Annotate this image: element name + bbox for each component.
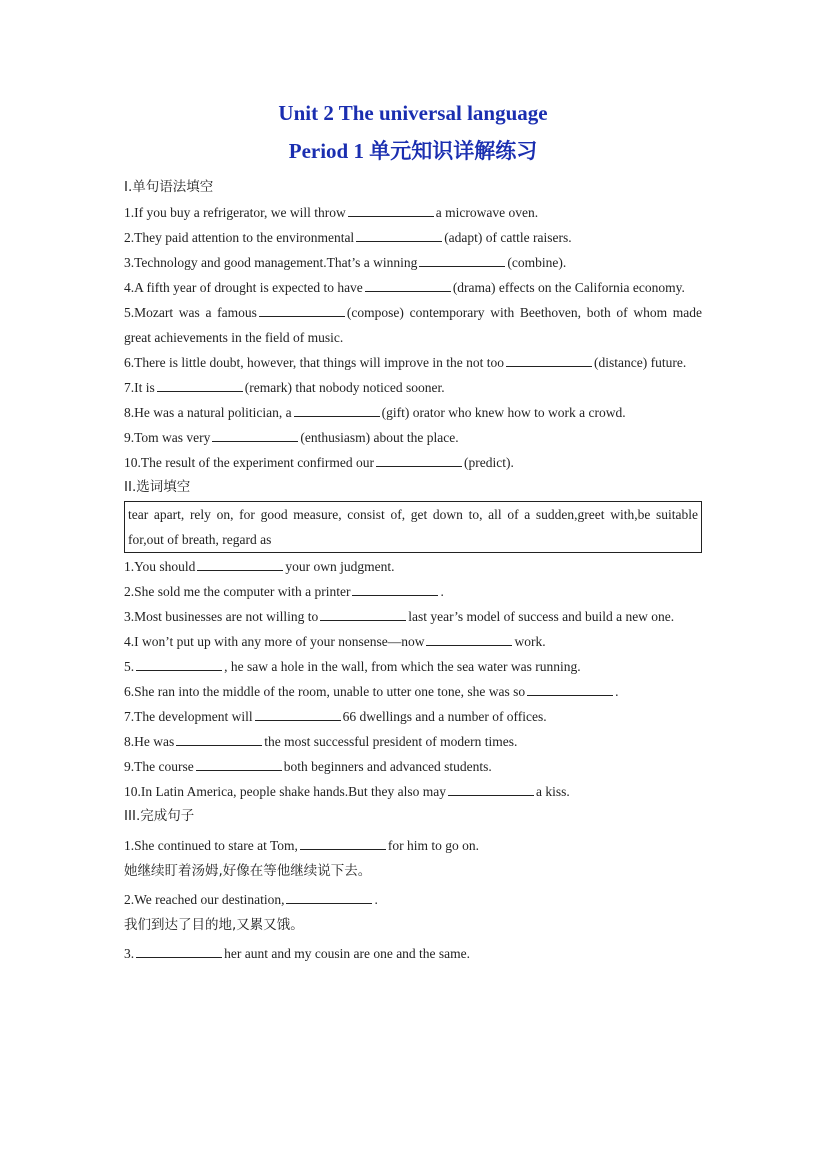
exercise-line: 7.It is (remark) that nobody noticed sooner. [124, 375, 702, 400]
word-bank-box: tear apart, rely on, for good measure, consist of, get down to, all of a sudden,greet with,be suitable for,out of breath, regard as [124, 501, 702, 553]
exercise-line: 9.The course both beginners and advanced students. [124, 754, 702, 779]
exercise-line: 6.There is little doubt, however, that things will improve in the not too (distance) future. [124, 350, 702, 375]
answer-blank[interactable] [352, 580, 438, 596]
answer-blank[interactable] [259, 301, 345, 317]
exercise-line: 6.She ran into the middle of the room, unable to utter one tone, she was so . [124, 679, 702, 704]
section-heading-3: III.完成句子 [124, 808, 195, 824]
answer-blank[interactable] [212, 426, 298, 442]
section-heading-2: II.选词填空 [124, 479, 191, 495]
document-page [124, 96, 702, 966]
answer-blank[interactable] [157, 376, 243, 392]
answer-blank[interactable] [448, 780, 534, 796]
exercise-line: 1.If you buy a refrigerator, we will throw a microwave oven. [124, 200, 702, 225]
answer-blank[interactable] [506, 351, 592, 367]
exercise-line: 7.The development will 66 dwellings and a number of offices. [124, 704, 702, 729]
exercise-line: 5. , he saw a hole in the wall, from which the sea water was running. [124, 654, 702, 679]
answer-blank[interactable] [376, 451, 462, 467]
answer-blank[interactable] [176, 730, 262, 746]
answer-blank[interactable] [136, 942, 222, 958]
exercise-line: 8.He was the most successful president of modern times. [124, 729, 702, 754]
section-heading-1: I.单句语法填空 [124, 179, 214, 195]
exercise-line: 4.A fifth year of drought is expected to have (drama) effects on the California economy. [124, 275, 702, 300]
exercise-line: 1.You should your own judgment. [124, 554, 702, 579]
exercise-line: 3.Most businesses are not willing to last year’s model of success and build a new one. [124, 604, 702, 629]
exercise-line: 9.Tom was very (enthusiasm) about the place. [124, 425, 702, 450]
answer-blank[interactable] [426, 630, 512, 646]
answer-blank[interactable] [286, 888, 372, 904]
exercise-line: 4.I won’t put up with any more of your nonsense—now work. [124, 629, 702, 654]
exercise-line: 10.The result of the experiment confirmed our (predict). [124, 450, 702, 475]
exercise-line: 5.Mozart was a famous (compose) contemporary with Beethoven, both of whom made great achievements in the field of music. [124, 300, 702, 350]
answer-blank[interactable] [365, 276, 451, 292]
exercise-line: 2.She sold me the computer with a printer . [124, 579, 702, 604]
answer-blank[interactable] [527, 680, 613, 696]
chinese-translation: 我们到达了目的地,又累又饿。 [124, 917, 304, 933]
answer-blank[interactable] [348, 201, 434, 217]
document-title: Unit 2 The universal language [278, 101, 548, 125]
answer-blank[interactable] [320, 605, 406, 621]
exercise-line: 3. her aunt and my cousin are one and the same. [124, 941, 702, 966]
answer-blank[interactable] [294, 401, 380, 417]
answer-blank[interactable] [300, 834, 386, 850]
chinese-translation: 她继续盯着汤姆,好像在等他继续说下去。 [124, 863, 372, 879]
answer-blank[interactable] [197, 555, 283, 571]
exercise-line: 3.Technology and good management.That’s a winning (combine). [124, 250, 702, 275]
exercise-line: 1.She continued to stare at Tom, for him to go on. [124, 833, 702, 858]
answer-blank[interactable] [136, 655, 222, 671]
exercise-line: 2.We reached our destination, . [124, 887, 702, 912]
answer-blank[interactable] [255, 705, 341, 721]
answer-blank[interactable] [196, 755, 282, 771]
answer-blank[interactable] [419, 251, 505, 267]
exercise-line: 8.He was a natural politician, a (gift) orator who knew how to work a crowd. [124, 400, 702, 425]
exercise-line: 10.In Latin America, people shake hands.But they also may a kiss. [124, 779, 702, 804]
answer-blank[interactable] [356, 226, 442, 242]
exercise-line: 2.They paid attention to the environmental (adapt) of cattle raisers. [124, 225, 702, 250]
document-subtitle: Period 1 单元知识详解练习 [288, 139, 538, 163]
